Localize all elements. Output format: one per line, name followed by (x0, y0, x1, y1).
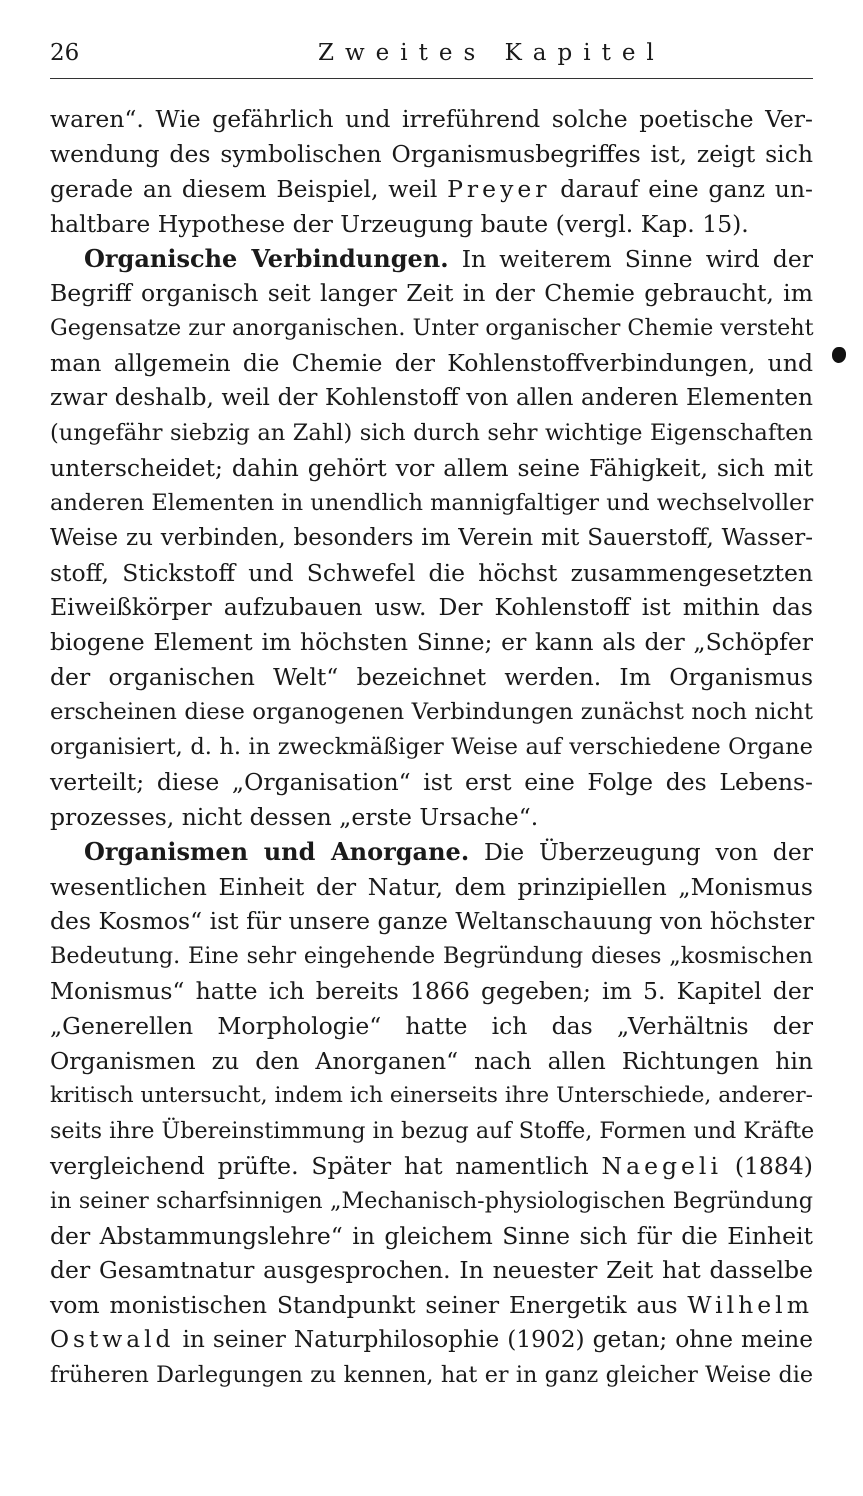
ink-spot (832, 347, 846, 363)
section-heading: Organismen und Anorgane. (84, 836, 470, 866)
author-name: Wilhelm (687, 1291, 813, 1320)
text-line: Bedeutung. Eine sehr eingehende Begründung dieses „kosmischen (50, 943, 813, 970)
author-name: Preyer (447, 174, 551, 203)
body-text (50, 102, 813, 1393)
text-line: biogene Element im höchsten Sinne; er kann als der „Schöpfer (50, 628, 813, 657)
text-line: „Generellen Morphologie“ hatte ich das „Verhältnis der (50, 1012, 813, 1041)
text-fragment: (1884) (734, 1151, 813, 1180)
text-line: wendung des symbolischen Organismusbegriffes ist, zeigt sich (50, 139, 813, 168)
chapter-title: Zweites Kapitel (318, 40, 665, 66)
text-fragment: eine ganz un- (648, 174, 813, 203)
text-line: stoff, Stickstoff und Schwefel die höchst zusammengesetzten (50, 558, 813, 587)
text-fragment: gerade an diesem Beispiel, weil (50, 174, 438, 203)
page-number: 26 (50, 40, 80, 66)
text-line: der organischen Welt“ bezeichnet werden. Im Organismus (50, 663, 813, 692)
text-line: zwar deshalb, weil der Kohlenstoff von allen anderen Elementen (50, 384, 813, 412)
text-fragment: vom monistischen Standpunkt seiner Energetik aus (50, 1291, 678, 1320)
text-line (50, 172, 813, 207)
text-line: des Kosmos“ ist für unsere ganze Weltanschauung von höchster (50, 907, 815, 936)
text-line: verteilt; diese „Organisation“ ist erst eine Folge des Lebens- (50, 767, 813, 796)
text-line: wesentlichen Einheit der Natur, dem prinzipiellen „Monismus (50, 872, 813, 901)
text-line: früheren Darlegungen zu kennen, hat er in ganz gleicher Weise die (50, 1362, 813, 1389)
text-fragment: in seiner Naturphilosophie (1902) getan; ohne meine (182, 1326, 814, 1354)
text-line: prozesses, nicht dessen „erste Ursache“. (50, 802, 539, 831)
text-fragment: In weiterem Sinne wird der (461, 244, 813, 273)
text-line: erscheinen diese organogenen Verbindungen zunächst noch nicht (50, 699, 813, 726)
author-name: Naegeli (601, 1151, 722, 1180)
text-line: man allgemein die Chemie der Kohlenstoffverbindungen, und (50, 349, 813, 378)
text-line (50, 1323, 813, 1358)
text-line: haltbare Hypothese der Urzeugung baute (vergl. Kap. 15). (50, 209, 749, 238)
text-line: (ungefähr siebzig an Zahl) sich durch sehr wichtige Eigenschaften (50, 420, 813, 447)
text-line: Weise zu verbinden, besonders im Verein mit Sauerstoff, Wasser- (50, 524, 813, 551)
text-line: der Abstammungslehre“ in gleichem Sinne sich für die Einheit (50, 1221, 813, 1250)
text-fragment: darauf (560, 174, 639, 203)
text-line: kritisch untersucht, indem ich einerseits ihre Unterschiede, anderer- (50, 1082, 813, 1108)
text-line: in seiner scharfsinnigen „Mechanisch-physiologischen Begründung (50, 1187, 813, 1214)
text-line: Monismus“ hatte ich bereits 1866 gegeben; im 5. Kapitel der (50, 977, 813, 1006)
text-line: Eiweißkörper aufzubauen usw. Der Kohlenstoff ist mithin das (50, 593, 813, 622)
text-line (50, 835, 813, 870)
text-line: seits ihre Übereinstimmung in bezug auf Stoffe, Formen und Kräfte (50, 1117, 815, 1144)
text-line (50, 242, 813, 277)
text-fragment: Die Überzeugung von der (483, 837, 813, 866)
text-line: anderen Elementen in unendlich mannigfaltiger und wechselvoller (50, 489, 814, 516)
author-name: Ostwald (50, 1326, 175, 1354)
text-line: organisiert, d. h. in zweckmäßiger Weise auf verschiedene Organe (50, 734, 813, 761)
text-line: unterscheidet; dahin gehört vor allem seine Fähigkeit, sich mit (50, 453, 813, 482)
text-line (50, 1149, 813, 1184)
text-line: waren“. Wie gefährlich und irreführend solche poetische Ver- (50, 105, 813, 133)
text-line (50, 1288, 813, 1323)
text-line: Begriff organisch seit langer Zeit in der Chemie gebraucht, im (50, 279, 813, 308)
text-line: der Gesamtnatur ausgesprochen. In neuester Zeit hat dasselbe (50, 1256, 813, 1285)
text-fragment: vergleichend prüfte. Später hat namentlich (50, 1151, 589, 1180)
text-line: Gegensatze zur anorganischen. Unter organischer Chemie versteht (50, 315, 814, 342)
text-line: Organismen zu den Anorganen“ nach allen Richtungen hin (50, 1047, 813, 1076)
running-head (50, 34, 813, 79)
section-heading: Organische Verbindungen. (84, 243, 449, 273)
